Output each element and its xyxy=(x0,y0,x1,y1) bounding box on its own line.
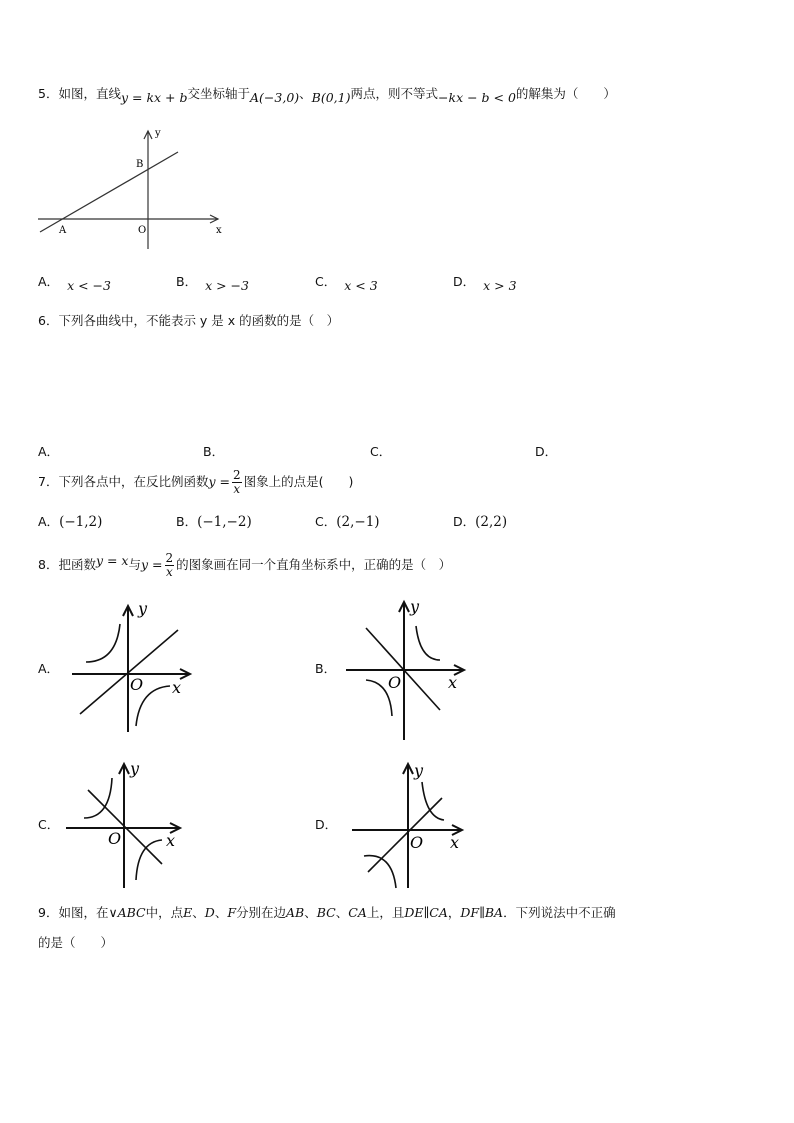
q9-text-mid3: 上，且 xyxy=(366,905,405,920)
q7-text-post: 图象上的点是( ) xyxy=(243,474,354,489)
q5-option-a-value: x < −3 xyxy=(67,278,111,293)
q7-option-d[interactable] xyxy=(453,514,507,530)
q5-text-mid2: 两点，则不等式 xyxy=(350,86,439,101)
q8-text-pre: 8．把函数 xyxy=(38,557,96,572)
q8-stem xyxy=(38,545,451,585)
q6-option-d[interactable]: D． xyxy=(535,444,558,459)
q6-option-a[interactable]: A． xyxy=(38,444,60,459)
q5-line xyxy=(40,152,178,232)
q8-a-label-y: y xyxy=(138,599,148,618)
q9-sep2: 、 xyxy=(214,905,228,920)
q5-option-d[interactable] xyxy=(453,274,517,293)
q8-y: y = xyxy=(141,557,163,572)
q9-stem-line1 xyxy=(38,905,616,921)
q7-fraction-den: x xyxy=(233,482,241,496)
q5-label-o: O xyxy=(138,225,147,236)
q7-option-b[interactable] xyxy=(176,514,252,530)
q9-sep4: 、 xyxy=(335,905,349,920)
q8-graph-b[interactable] xyxy=(340,598,470,743)
q7-text-pre: 7．下列各点中，在反比例函数 xyxy=(38,474,209,489)
q7-option-c-value: (2,−1) xyxy=(336,514,380,530)
q8-d-label-y: y xyxy=(414,761,424,780)
q9-side-ca: CA xyxy=(348,905,367,920)
q5-option-b[interactable] xyxy=(176,274,249,293)
q8-b-label-o: O xyxy=(388,673,402,692)
q5-option-a-label: A． xyxy=(38,274,60,289)
q5-label-a: A xyxy=(59,225,67,236)
q5-sep: 、 xyxy=(299,86,312,101)
q5-option-c-value: x < 3 xyxy=(344,278,378,293)
q8-graph-a[interactable] xyxy=(66,600,196,740)
q9-sep1: 、 xyxy=(192,905,205,920)
q9-de-parallel: DE∥CA xyxy=(404,905,448,920)
q7-option-d-label: D． xyxy=(453,514,476,529)
q9-point-f: F xyxy=(227,905,237,920)
q8-c-label-o: O xyxy=(108,829,122,848)
q9-point-d: D xyxy=(204,905,215,920)
q9-text-mid: 中，点 xyxy=(145,905,184,920)
q8-option-a[interactable]: A． xyxy=(38,661,60,676)
q5-label-b: B xyxy=(136,159,144,170)
q9-side-bc: BC xyxy=(316,905,336,920)
q9-df-parallel: DF∥BA xyxy=(460,905,504,920)
q8-fraction xyxy=(165,552,175,579)
q9-stem-line2: 的是（ ） xyxy=(38,935,114,950)
q7-y: y = xyxy=(208,474,230,489)
q5-option-c[interactable] xyxy=(315,274,378,293)
q8-fraction-num: 2 xyxy=(165,551,174,565)
q5-line-equation: y = kx + b xyxy=(120,90,188,105)
q9-triangle: ∨ABC xyxy=(108,905,146,920)
q7-option-a-label: A． xyxy=(38,514,60,529)
q8-a-label-o: O xyxy=(130,675,144,694)
q7-stem xyxy=(38,462,353,502)
q8-option-d[interactable]: D． xyxy=(315,817,338,832)
q7-fraction-num: 2 xyxy=(232,468,241,482)
q8-option-b[interactable]: B． xyxy=(315,661,337,676)
q8-d-label-x: x xyxy=(450,833,460,852)
q7-option-d-value: (2,2) xyxy=(475,514,508,530)
q7-option-a-value: (−1,2) xyxy=(59,514,103,530)
q7-option-a[interactable] xyxy=(38,514,102,530)
q8-text-mid: 与 xyxy=(128,557,142,572)
q7-option-b-value: (−1,−2) xyxy=(197,514,252,530)
q5-option-d-value: x > 3 xyxy=(483,278,517,293)
q5-option-a[interactable] xyxy=(38,274,111,293)
q5-label-x: x xyxy=(216,225,222,236)
q8-f1: y = x xyxy=(95,553,129,568)
q9-text-mid2: 分别在边 xyxy=(236,905,287,920)
q5-stem xyxy=(38,86,616,105)
q8-c-label-y: y xyxy=(130,759,140,778)
q5-text-mid: 交坐标轴于 xyxy=(187,86,251,101)
q8-option-c[interactable]: C． xyxy=(38,817,60,832)
q9-sep3: 、 xyxy=(304,905,317,920)
q9-point-e: E xyxy=(183,905,193,920)
q6-option-b[interactable]: B． xyxy=(203,444,225,459)
q5-option-d-label: D． xyxy=(453,274,476,289)
q5-point-a: A(−3,0) xyxy=(250,90,300,105)
q5-inequality: −kx − b < 0 xyxy=(438,90,516,105)
q5-label-y: y xyxy=(155,128,161,139)
q8-graph-d[interactable] xyxy=(340,760,470,890)
q5-point-b: B(0,1) xyxy=(311,90,351,105)
q8-fraction-den: x xyxy=(165,565,173,579)
q5-graph xyxy=(30,125,230,255)
q5-option-b-label: B． xyxy=(176,274,198,289)
q8-b-label-x: x xyxy=(448,673,458,692)
q8-c-label-x: x xyxy=(166,831,176,850)
q5-number: 5．如图，直线 xyxy=(38,86,121,101)
q9-text-tail: ．下列说法中不正确 xyxy=(503,905,616,920)
q7-fraction xyxy=(232,469,242,496)
q7-option-c-label: C． xyxy=(315,514,337,529)
q6-option-c[interactable]: C． xyxy=(370,444,392,459)
q8-graph-c[interactable] xyxy=(62,760,192,890)
q7-option-c[interactable] xyxy=(315,514,380,530)
q8-a-label-x: x xyxy=(172,678,182,697)
q5-text-tail: 的解集为（ ） xyxy=(515,86,616,101)
q8-text-post: 的图象画在同一个直角坐标系中，正确的是（ ） xyxy=(176,557,452,572)
q9-comma: ， xyxy=(447,905,461,920)
q7-option-b-label: B． xyxy=(176,514,198,529)
q9-text-pre: 9．如图，在 xyxy=(38,905,109,920)
q5-option-c-label: C． xyxy=(315,274,337,289)
q8-d-label-o: O xyxy=(410,833,424,852)
q5-option-b-value: x > −3 xyxy=(205,278,249,293)
q8-b-label-y: y xyxy=(410,597,420,616)
q9-side-ab: AB xyxy=(286,905,305,920)
q6-stem: 6．下列各曲线中，不能表示 y 是 x 的函数的是（ ） xyxy=(38,313,340,328)
